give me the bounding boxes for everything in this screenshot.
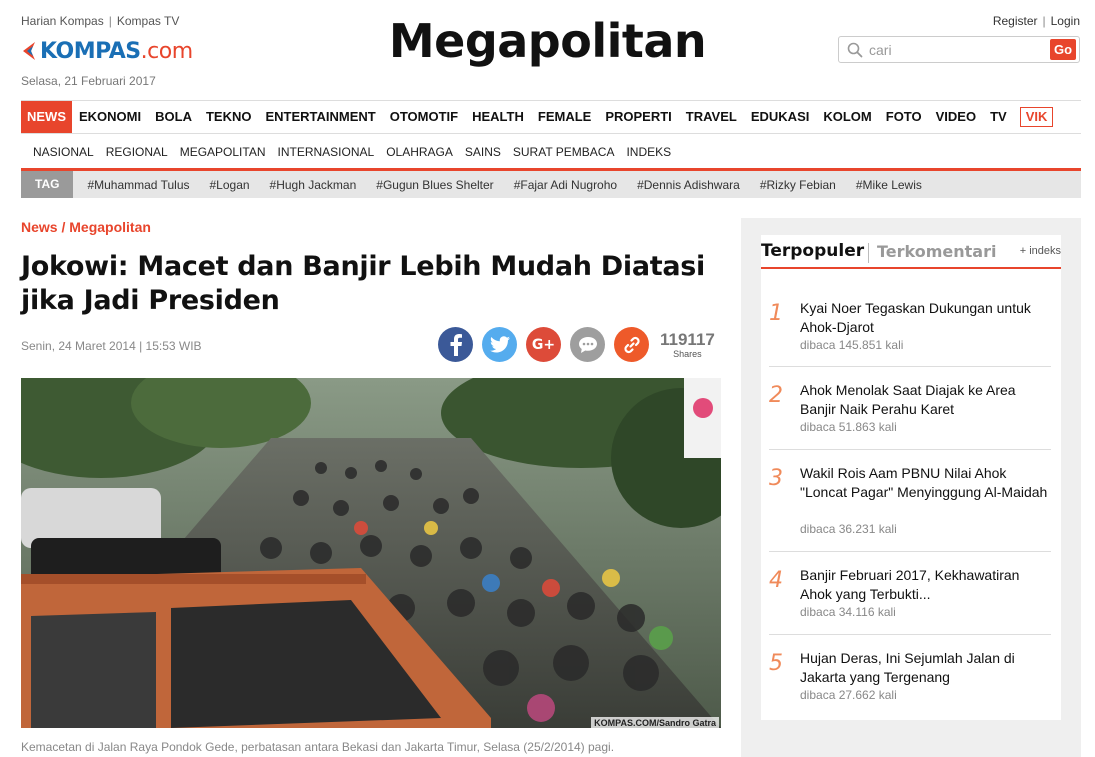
popular-title[interactable]: Ahok Menolak Saat Diajak ke Area Banjir Naik Perahu Karet	[800, 382, 1016, 417]
separator: |	[1042, 14, 1046, 28]
list-item[interactable]	[769, 367, 1051, 450]
popular-box	[761, 235, 1061, 720]
nav-health[interactable]: HEALTH	[472, 109, 524, 124]
rank-number: 5	[769, 651, 783, 676]
tag-item[interactable]: #Rizky Febian	[759, 177, 836, 192]
sidebar	[741, 218, 1081, 757]
indeks-link[interactable]: + indeks	[1019, 245, 1061, 257]
view-count: dibaca 145.851 kali	[800, 338, 904, 352]
link-icon	[622, 335, 642, 355]
subnav-sains[interactable]: SAINS	[464, 145, 501, 159]
nav-video[interactable]: VIDEO	[935, 109, 977, 124]
subnav-internasional[interactable]: INTERNASIONAL	[277, 145, 375, 159]
popular-title[interactable]: Kyai Noer Tegaskan Dukungan untuk Ahok-Djarot	[800, 300, 1031, 335]
tab-divider	[868, 243, 869, 263]
tag-item[interactable]: #Muhammad Tulus	[87, 177, 190, 192]
traffic-jam-photo	[21, 378, 721, 728]
kompas-logo-icon	[21, 40, 39, 62]
google-plus-share-button[interactable]	[526, 327, 561, 362]
nav-kolom[interactable]: KOLOM	[823, 109, 872, 124]
comment-icon	[578, 336, 598, 354]
tag-item[interactable]: #Hugh Jackman	[269, 177, 357, 192]
auth-links	[993, 14, 1080, 28]
nav-tekno[interactable]: TEKNO	[205, 109, 252, 124]
nav-edukasi[interactable]: EDUKASI	[750, 109, 810, 124]
tag-item[interactable]: #Mike Lewis	[855, 177, 922, 192]
article-photo	[21, 378, 721, 728]
nav-news[interactable]: NEWS	[21, 101, 72, 133]
subnav-nasional[interactable]: NASIONAL	[33, 145, 94, 159]
comment-button[interactable]	[570, 327, 605, 362]
tag-label: TAG	[21, 171, 73, 198]
nav-female[interactable]: FEMALE	[537, 109, 592, 124]
subnav-olahraga[interactable]: OLAHRAGA	[386, 145, 453, 159]
nav-entertainment[interactable]: ENTERTAINMENT	[265, 109, 376, 124]
site-title: Megapolitan	[388, 14, 707, 68]
top-links	[21, 14, 179, 28]
popular-tabs	[761, 241, 1061, 269]
share-count-number: 119117	[660, 329, 715, 349]
popular-list	[769, 285, 1051, 717]
tag-item[interactable]: #Dennis Adishwara	[637, 177, 740, 192]
tag-bar	[21, 171, 1081, 198]
nav-travel[interactable]: TRAVEL	[685, 109, 737, 124]
search-input[interactable]	[869, 42, 1050, 58]
main-nav	[21, 100, 1081, 134]
rank-number: 3	[769, 466, 783, 491]
facebook-icon	[449, 334, 463, 356]
article-title: Jokowi: Macet dan Banjir Lebih Mudah Diatasi jika Jadi Presiden	[21, 251, 706, 316]
twitter-icon	[490, 336, 510, 353]
tab-terkomentari[interactable]: Terkomentari	[877, 242, 997, 261]
nav-foto[interactable]: FOTO	[885, 109, 922, 124]
list-item[interactable]	[769, 635, 1051, 717]
subnav-regional[interactable]: REGIONAL	[105, 145, 168, 159]
tab-terpopuler[interactable]: Terpopuler	[761, 241, 865, 261]
logo-word: KOMPAS	[40, 38, 141, 64]
view-count: dibaca 36.231 kali	[800, 522, 897, 536]
breadcrumb[interactable]: News / Megapolitan	[21, 219, 151, 235]
current-date: Selasa, 21 Februari 2017	[21, 74, 156, 88]
view-count: dibaca 34.116 kali	[800, 605, 896, 619]
rank-number: 1	[769, 301, 783, 326]
nav-ekonomi[interactable]: EKONOMI	[79, 109, 142, 124]
share-count	[660, 331, 715, 359]
kompas-logo[interactable]	[21, 38, 193, 64]
popular-title[interactable]: Wakil Rois Aam PBNU Nilai Ahok "Loncat Pagar" Menyinggung Al-Maidah	[800, 465, 1048, 500]
photo-caption: Kemacetan di Jalan Raya Pondok Gede, perbatasan antara Bekasi dan Jakarta Timur, Selasa (25/2/2014) pagi.	[21, 740, 615, 754]
view-count: dibaca 27.662 kali	[800, 688, 897, 702]
login-link[interactable]: Login	[1050, 14, 1080, 28]
nav-bola[interactable]: BOLA	[155, 109, 192, 124]
view-count: dibaca 51.863 kali	[800, 420, 897, 434]
list-item[interactable]	[769, 285, 1051, 367]
search-box	[838, 36, 1080, 63]
google-plus-icon: G+	[531, 336, 556, 353]
logo-suffix: .com	[140, 38, 193, 64]
tag-item[interactable]: #Gugun Blues Shelter	[376, 177, 494, 192]
subnav-indeks[interactable]: INDEKS	[626, 145, 672, 159]
nav-otomotif[interactable]: OTOMOTIF	[389, 109, 459, 124]
search-go-button[interactable]: Go	[1050, 39, 1076, 60]
separator: |	[108, 14, 112, 28]
search-icon	[847, 42, 863, 58]
nav-vik[interactable]: VIK	[1020, 107, 1054, 127]
copy-link-button[interactable]	[614, 327, 649, 362]
nav-tv[interactable]: TV	[990, 109, 1007, 124]
register-link[interactable]: Register	[992, 14, 1038, 28]
share-count-label: Shares	[673, 348, 702, 359]
nav-properti[interactable]: PROPERTI	[605, 109, 672, 124]
link-kompas-tv[interactable]: Kompas TV	[116, 14, 180, 28]
list-item[interactable]	[769, 450, 1051, 552]
publish-date: Senin, 24 Maret 2014 | 15:53 WIB	[21, 339, 202, 353]
facebook-share-button[interactable]	[438, 327, 473, 362]
photo-credit: KOMPAS.COM/Sandro Gatra	[591, 717, 719, 728]
tag-item[interactable]: #Logan	[209, 177, 250, 192]
tag-item[interactable]: #Fajar Adi Nugroho	[513, 177, 618, 192]
logo-text	[40, 39, 193, 64]
list-item[interactable]	[769, 552, 1051, 635]
link-harian-kompas[interactable]: Harian Kompas	[21, 14, 104, 28]
rank-number: 4	[769, 568, 783, 593]
popular-title[interactable]: Banjir Februari 2017, Kekhawatiran Ahok yang Terbukti...	[800, 567, 1020, 602]
rank-number: 2	[769, 383, 783, 408]
popular-title[interactable]: Hujan Deras, Ini Sejumlah Jalan di Jakarta yang Tergenang	[800, 650, 1015, 685]
share-bar	[438, 327, 715, 362]
twitter-share-button[interactable]	[482, 327, 517, 362]
subnav-surat-pembaca[interactable]: SURAT PEMBACA	[512, 145, 615, 159]
sub-nav	[21, 136, 1081, 168]
subnav-megapolitan[interactable]: MEGAPOLITAN	[179, 145, 266, 159]
